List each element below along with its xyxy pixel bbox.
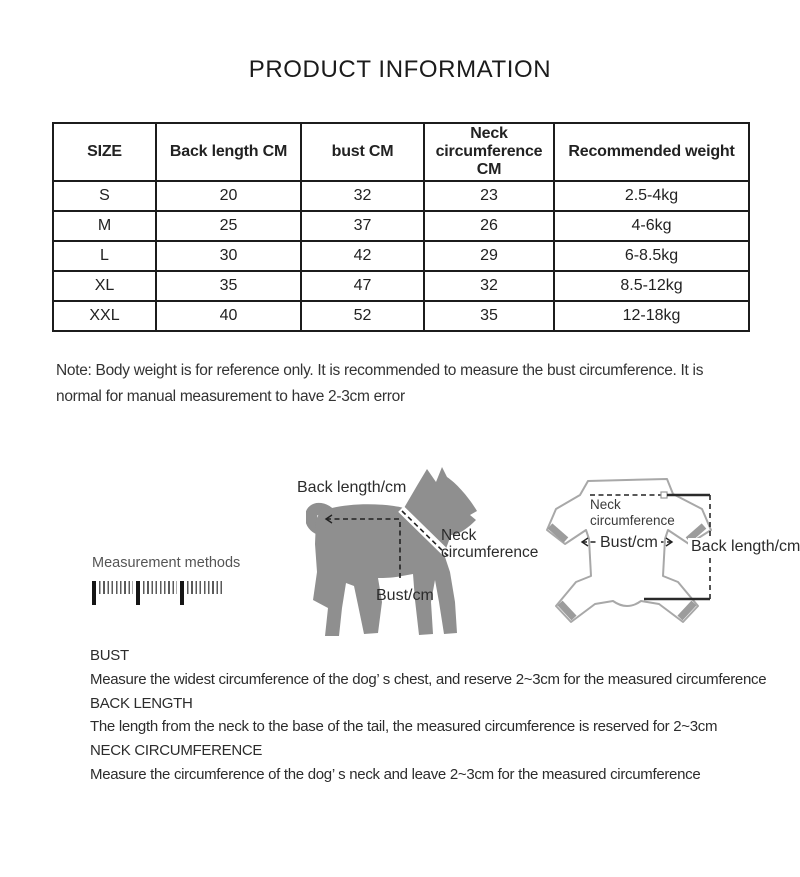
- cell-neck: 29: [424, 241, 554, 271]
- cell-back-length: 30: [156, 241, 301, 271]
- cell-bust: 52: [301, 301, 424, 331]
- table-row-m: [53, 211, 749, 241]
- size-note-line1: Note: Body weight is for reference only. It is recommended to measure the bust circumference. It is: [56, 362, 704, 379]
- column-header-weight: Recommended weight: [554, 123, 749, 181]
- cell-neck: 23: [424, 181, 554, 211]
- dog-back-length-label: Back length/cm: [297, 479, 407, 496]
- garment-back-length-label: Back length/cm: [688, 538, 800, 556]
- column-header-bust: bust CM: [301, 123, 424, 181]
- cell-back-length: 20: [156, 181, 301, 211]
- dog-bust-label: Bust/cm: [376, 587, 434, 604]
- cell-size: M: [53, 211, 156, 241]
- measuring-guide: [90, 644, 766, 787]
- cell-neck: 32: [424, 271, 554, 301]
- cell-neck: 26: [424, 211, 554, 241]
- size-table: [52, 122, 750, 332]
- cell-weight: 8.5-12kg: [554, 271, 749, 301]
- cell-neck: 35: [424, 301, 554, 331]
- cell-back-length: 25: [156, 211, 301, 241]
- guide-heading-back-length: BACK LENGTH: [90, 694, 193, 712]
- cell-back-length: 35: [156, 271, 301, 301]
- cell-size: S: [53, 181, 156, 211]
- measurement-methods-label: Measurement methods: [92, 555, 241, 571]
- cell-weight: 6-8.5kg: [554, 241, 749, 271]
- dog-neck-label: Neck circumference: [441, 527, 539, 561]
- column-header-neck: Neck circumference CM: [424, 123, 554, 181]
- cell-bust: 42: [301, 241, 424, 271]
- page-title: PRODUCT INFORMATION: [248, 56, 552, 83]
- guide-text-neck: Measure the circumference of the dog’ s neck and leave 2~3cm for the measured circumference: [90, 765, 701, 783]
- table-row-xxl: [53, 301, 749, 331]
- size-table-header-row: [53, 123, 749, 181]
- column-header-size: SIZE: [53, 123, 156, 181]
- cell-weight: 2.5-4kg: [554, 181, 749, 211]
- cell-weight: 12-18kg: [554, 301, 749, 331]
- table-row-l: [53, 241, 749, 271]
- column-header-back-length: Back length CM: [156, 123, 301, 181]
- table-row-xl: [53, 271, 749, 301]
- cell-back-length: 40: [156, 301, 301, 331]
- cell-size: XL: [53, 271, 156, 301]
- size-note: [56, 358, 703, 410]
- cell-bust: 32: [301, 181, 424, 211]
- garment-neck-label: Neck circumference: [590, 497, 675, 528]
- cell-weight: 4-6kg: [554, 211, 749, 241]
- cell-bust: 37: [301, 211, 424, 241]
- guide-heading-neck: NECK CIRCUMFERENCE: [90, 742, 263, 760]
- cell-bust: 47: [301, 271, 424, 301]
- cell-size: XXL: [53, 301, 156, 331]
- table-row-s: [53, 181, 749, 211]
- guide-text-bust: Measure the widest circumference of the dog’ s chest, and reserve 2~3cm for the measured circumference: [90, 670, 767, 688]
- size-note-line2: normal for manual measurement to have 2-3cm error: [56, 388, 405, 405]
- ruler-icon: [88, 581, 230, 607]
- guide-text-back-length: The length from the neck to the base of the tail, the measured circumference is reserved for 2~3cm: [90, 718, 718, 736]
- guide-heading-bust: BUST: [90, 647, 129, 664]
- garment-bust-label: Bust/cm: [597, 534, 661, 552]
- cell-size: L: [53, 241, 156, 271]
